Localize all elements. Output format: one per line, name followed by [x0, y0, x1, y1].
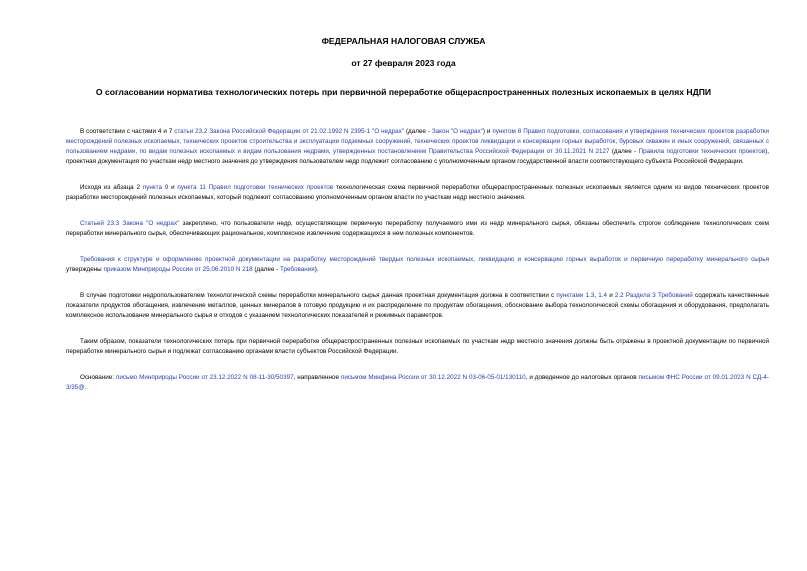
- document-link[interactable]: Правила подготовки технических проектов: [638, 148, 766, 155]
- paragraph-1: [66, 127, 769, 167]
- paragraph-text: ,: [594, 292, 599, 299]
- document-link[interactable]: пунктами 1.3: [556, 292, 595, 299]
- paragraph-2: [66, 183, 769, 203]
- paragraph-text: (далее -: [252, 266, 280, 273]
- paragraph-text: (далее -: [609, 148, 639, 155]
- paragraph-text: Исходя из абзаца 2: [80, 184, 143, 191]
- paragraph-text: Таким образом, показатели технологических потерь при первичной переработке общераспространенных полезных ископаемых по участкам недр местного значения должны быть отражены в проектной документации по первичной переработке минерального сырья и подлежат согласованию органами власти субъектов Российской Федерации.: [66, 338, 769, 355]
- paragraph-text: утверждены: [66, 266, 104, 273]
- paragraph-text: В случае подготовки недропользователем технологической схемы переработки минерального сырья данная проектная документация должна в соответствии с: [80, 292, 557, 299]
- agency-title: ФЕДЕРАЛЬНАЯ НАЛОГОВАЯ СЛУЖБА: [321, 36, 486, 46]
- document-link[interactable]: письмо Минприроды России от 23.12.2022 N 08-11-30/50397: [115, 374, 294, 381]
- document-link[interactable]: письмом ФНС России от 09.01.2023 N СД-4-3/35@: [66, 374, 769, 391]
- paragraph-text: , направленное: [293, 374, 341, 381]
- paragraph-text: , и доведенное до налоговых органов: [525, 374, 639, 381]
- paragraph-text: закреплено, что пользователи недр, осуществляющие первичную переработку получаемого ими из недр минерального сырья, обязаны обеспечить строгое соблюдение технологических схем переработки минерального сырья, обеспечивающих рациональное, комплексное извлечение содержащихся в нем полезных компонентов.: [66, 220, 769, 237]
- document-link[interactable]: Статьей 23.3 Закона "О недрах": [80, 220, 180, 227]
- document-link[interactable]: Требования к структуре и оформлению проектной документации на разработку месторождений твердых полезных ископаемых, ликвидацию и консервацию горных выработок и первичную переработку минерального сырья: [80, 256, 769, 263]
- document-body: [66, 127, 769, 409]
- paragraph-text: В соответствии с частями 4 и 7: [80, 128, 175, 135]
- document-link[interactable]: письмом Минфина России от 30.12.2022 N 03-06-05-01/130110: [340, 374, 526, 381]
- paragraph-text: Основание:: [80, 374, 116, 381]
- document-link[interactable]: пункта 9: [142, 184, 169, 191]
- document-link[interactable]: Требования: [279, 266, 315, 273]
- document-link[interactable]: статьи 23.2 Закона Российской Федерации от 21.02.1992 N 2395-1 "О недрах": [174, 128, 405, 135]
- document-link[interactable]: приказом Минприроды России от 25.06.2010 N 218: [103, 266, 253, 273]
- paragraph-text: и: [168, 184, 178, 191]
- paragraph-text: ).: [314, 266, 319, 273]
- document-link[interactable]: пункта 11 Правил подготовки технических проектов: [177, 184, 334, 191]
- paragraph-3: [66, 219, 769, 239]
- document-link[interactable]: Закон "О недрах": [431, 128, 483, 135]
- document-link[interactable]: 1.4: [598, 292, 608, 299]
- paragraph-text: содержать качественные показатели продуктов обогащения, извлечение металлов, ценных минералов в готовую продукцию и их распределение по продуктам обогащения, обоснование выбора технологической схемы обогащения и оборудования, предполагать комплексное использование минерального сырья и отходов с указанием технологических показателей и режимных параметров.: [66, 292, 769, 319]
- document-link[interactable]: 2.2 Раздела 3 Требований: [614, 292, 693, 299]
- paragraph-text: технологическая схема первичной переработки общераспространенных полезных ископаемых является одним из видов технических проектов разработки месторождений полезных ископаемых, который подлежит согласованию уполномоченным органом власти по участкам недр местного значения.: [66, 184, 769, 201]
- paragraph-text: и: [607, 292, 615, 299]
- paragraph-text: ), проектная документация по участкам недр местного значения до утверждения пользователем недр подлежит согласованию с уполномоченным органом государственной власти соответствующего субъекта Российской Федерации.: [66, 148, 770, 165]
- document-title: О согласовании норматива технологических потерь при первичной переработке общераспространенных полезных ископаемых в целях НДПИ: [95, 87, 712, 97]
- paragraph-text: .: [84, 384, 87, 391]
- paragraph-text: (далее -: [404, 128, 432, 135]
- paragraph-6: [66, 337, 769, 357]
- paragraph-7: [66, 373, 769, 393]
- document-date: от 27 февраля 2023 года: [351, 58, 456, 68]
- paragraph-text: ) и: [482, 128, 493, 135]
- paragraph-5: [66, 291, 769, 321]
- paragraph-4: [66, 255, 769, 275]
- document-link[interactable]: пунктом 8 Правил подготовки, согласования и утверждения технических проектов разработки месторождений полезных ископаемых, технических проектов строительства и эксплуатации подземных сооружений, технических проектов ликвидации и консервации горных выработок, буровых скважин и иных сооружений, связанных с пользованием недрами, по видам полезных ископаемых и видам пользования недрами, утвержденных постановлением Правительства Российской Федерации от 30.11.2021 N 2127: [66, 128, 769, 155]
